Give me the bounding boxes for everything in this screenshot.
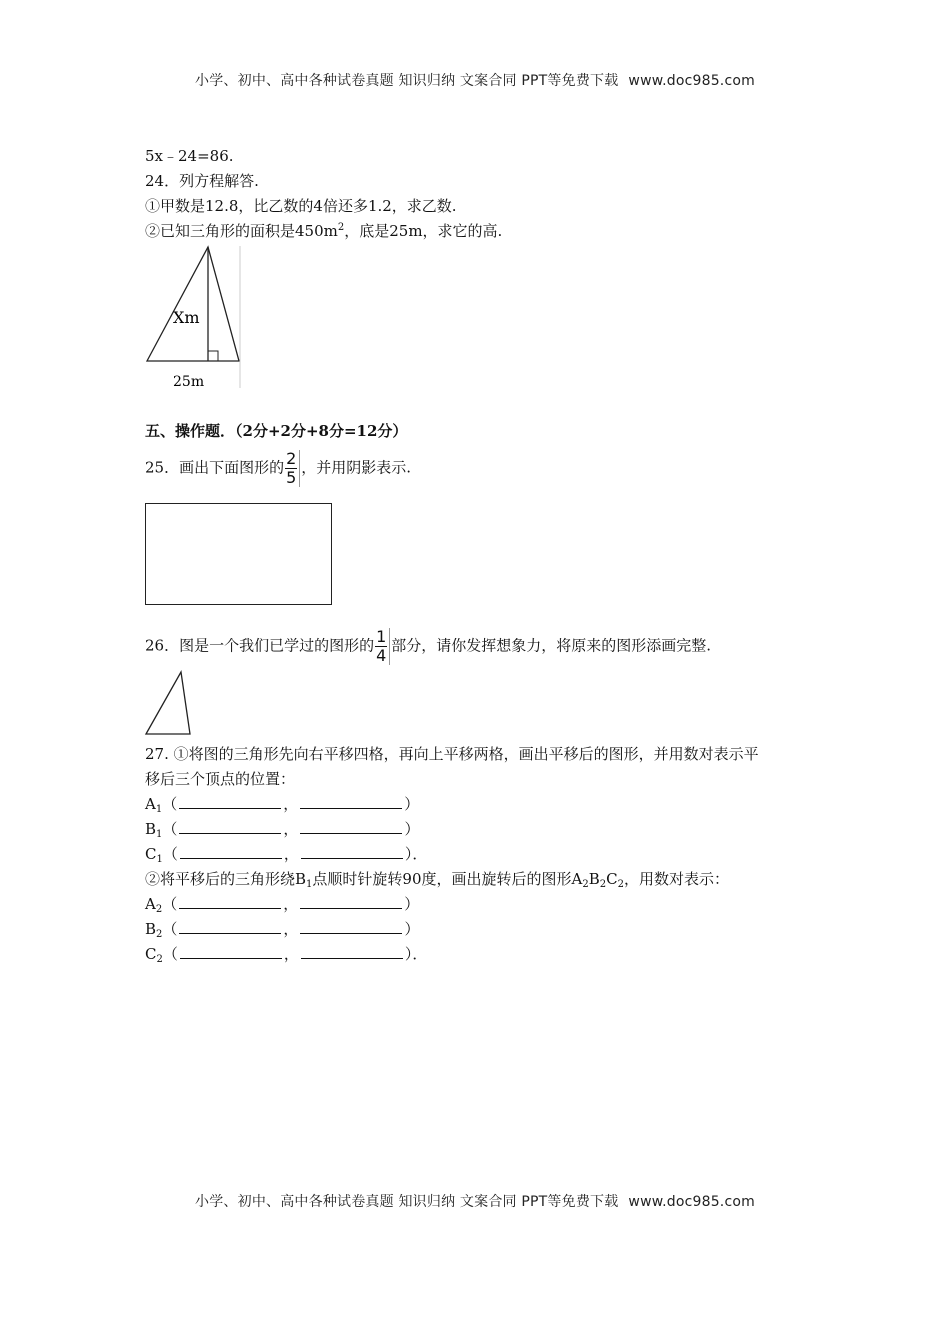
quarter-triangle-figure [143, 668, 195, 738]
paren-close: ） [404, 795, 420, 813]
blank-c2-x[interactable] [180, 944, 282, 959]
q24-2-sup: 2 [337, 222, 345, 233]
q25-text: 25．画出下面图形的 [145, 458, 285, 477]
question-24-title: 24．列方程解答. [145, 172, 259, 190]
paren-close: ） [404, 895, 420, 913]
paren-close: ）． [404, 845, 428, 863]
section-5-heading: 五、操作题．（2分+2分+8分=12分） [145, 422, 408, 440]
comma: ， [283, 795, 299, 813]
answer-a1 [145, 794, 419, 814]
label-b: B [145, 920, 157, 938]
subscript: 1 [156, 854, 163, 865]
blank-b2-y[interactable] [300, 919, 402, 934]
paren-close: ）． [404, 945, 428, 963]
answer-c1 [145, 844, 427, 864]
answer-b1 [145, 819, 419, 839]
subscript: 2 [617, 879, 624, 890]
subscript: 2 [156, 954, 163, 965]
q25-text-end: ，并用阴影表示. [301, 458, 412, 477]
header-text: 小学、初中、高中各种试卷真题 知识归纳 文案合同 PPT等免费下载 [195, 73, 619, 89]
subscript: 1 [306, 879, 313, 890]
comma: ， [283, 895, 299, 913]
page-header [0, 70, 950, 90]
blank-b1-y[interactable] [300, 819, 402, 834]
triangle-outline [147, 247, 239, 361]
q24-2-text: ②已知三角形的面积是450m [145, 222, 338, 240]
q26-text: 26．图是一个我们已学过的图形的 [145, 636, 375, 655]
subscript: 1 [155, 804, 163, 815]
subscript: 2 [155, 904, 163, 915]
label-c: C [145, 845, 157, 863]
blank-c1-x[interactable] [180, 844, 282, 859]
answer-a2 [145, 894, 419, 914]
blank-b1-x[interactable] [179, 819, 281, 834]
fraction-denominator: 5 [286, 468, 297, 487]
small-triangle [146, 672, 190, 734]
fraction-two-fifths [285, 450, 300, 487]
blank-a1-y[interactable] [300, 794, 402, 809]
subscript: 2 [156, 929, 163, 940]
paren-open: （ [162, 795, 178, 813]
paren-open: （ [162, 820, 178, 838]
fraction-denominator: 4 [376, 646, 387, 665]
q27-2-text: ②将平移后的三角形绕B [145, 870, 307, 888]
subscript: 2 [582, 879, 589, 890]
question-24-part1: ①甲数是12.8，比乙数的4倍还多1.2，求乙数. [145, 197, 457, 215]
header-url[interactable]: www.doc985.com [628, 73, 755, 89]
comma: ， [283, 820, 299, 838]
paren-open: （ [162, 945, 178, 963]
question-24-part2 [145, 221, 502, 241]
answer-b2 [145, 919, 419, 939]
q27-2-text-mid: 点顺时针旋转90度，画出旋转后的图形A [312, 870, 583, 888]
label-a: A [145, 795, 156, 813]
label-b: B [588, 870, 600, 888]
paren-close: ） [404, 820, 420, 838]
page-footer [0, 1191, 950, 1211]
question-25 [145, 450, 411, 487]
rectangle-shape [145, 503, 332, 605]
paren-open: （ [162, 920, 178, 938]
label-a: A [145, 895, 156, 913]
footer-text: 小学、初中、高中各种试卷真题 知识归纳 文案合同 PPT等免费下载 [195, 1194, 619, 1210]
paren-open: （ [162, 845, 178, 863]
blank-a1-x[interactable] [179, 794, 281, 809]
comma: ， [283, 945, 299, 963]
right-angle-mark [208, 351, 218, 361]
equation-line: 5x﹣24=86. [145, 147, 234, 165]
blank-b2-x[interactable] [179, 919, 281, 934]
blank-a2-x[interactable] [179, 894, 281, 909]
height-label: Xm [173, 308, 200, 327]
q27-2-text-end: ，用数对表示： [623, 870, 729, 888]
blank-c1-y[interactable] [301, 844, 403, 859]
paren-close: ） [404, 920, 420, 938]
label-b: B [145, 820, 157, 838]
comma: ， [283, 845, 299, 863]
label-c: C [606, 870, 618, 888]
label-c: C [145, 945, 157, 963]
subscript: 1 [156, 829, 163, 840]
blank-c2-y[interactable] [301, 944, 403, 959]
question-27-line1: 27. ①将图的三角形先向右平移四格，再向上平移两格，画出平移后的图形，并用数对表示平 [145, 745, 759, 763]
blank-a2-y[interactable] [300, 894, 402, 909]
fraction-numerator: 2 [286, 449, 297, 468]
q24-2-text-end: ，底是25m，求它的高. [344, 222, 503, 240]
answer-c2 [145, 944, 427, 964]
base-label: 25m [173, 374, 205, 390]
footer-url[interactable]: www.doc985.com [628, 1194, 755, 1210]
q26-text-end: 部分，请你发挥想象力，将原来的图形添画完整. [391, 636, 712, 655]
fraction-numerator: 1 [376, 627, 387, 646]
question-26 [145, 628, 711, 665]
paren-open: （ [162, 895, 178, 913]
subscript: 2 [599, 879, 607, 890]
fraction-one-quarter [375, 628, 390, 665]
question-27-part2 [145, 869, 729, 889]
comma: ， [283, 920, 299, 938]
question-27-line2: 移后三个顶点的位置： [145, 770, 296, 788]
triangle-height-figure [140, 244, 250, 390]
